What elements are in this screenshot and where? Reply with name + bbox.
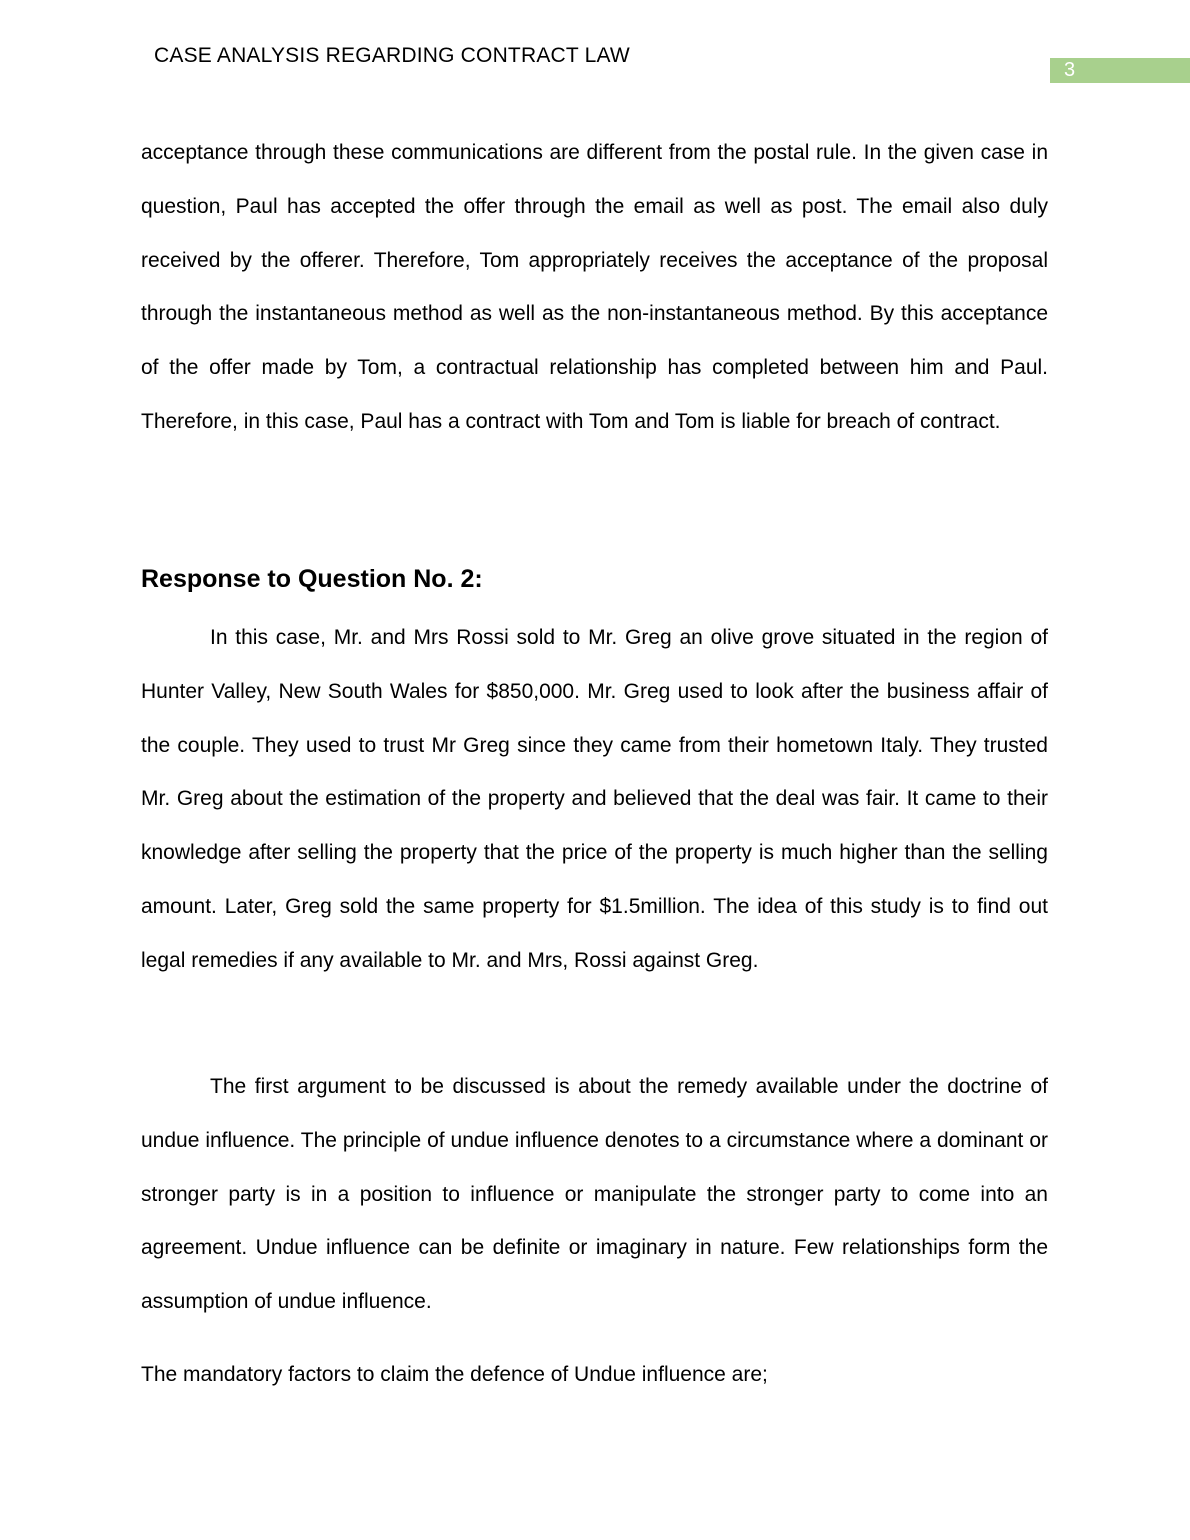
case-facts-paragraph: In this case, Mr. and Mrs Rossi sold to Mr. Greg an olive grove situated in the region of Hunter Valley, New South Wales for $850,000. Mr. Greg used to look after the business affair of the couple. They used to trust Mr Greg since they came from their hometown Italy. They trusted Mr. Greg about the estimation of the property and believed that the deal was fair. It came to their knowledge after selling the property that the price of the property is much higher than the selling amount. Later, Greg sold the same property for $1.5million. The idea of this study is to find out legal remedies if any available to Mr. and Mrs, Rossi against Greg. [141,626,1048,972]
running-head: CASE ANALYSIS REGARDING CONTRACT LAW [154,44,630,67]
page-number: 3 [1064,59,1076,81]
undue-influence-paragraph: The first argument to be discussed is about the remedy available under the doctrine of undue influence. The principle of undue influence denotes to a circumstance where a dominant or stronger party is in a position to influence or manipulate the stronger party to come into an agreement. Undue influence can be definite or imaginary in nature. Few relationships form the assumption of undue influence. [141,1075,1048,1314]
factors-paragraph: The mandatory factors to claim the defence of Undue influence are; [141,1363,768,1386]
section-heading: Response to Question No. 2: [141,565,483,593]
page-number-badge [1050,58,1190,83]
continuation-paragraph: acceptance through these communications are different from the postal rule. In the given case in question, Paul has accepted the offer through the email as well as post. The email also duly received by the offerer. Therefore, Tom appropriately receives the acceptance of the proposal through the instantaneous method as well as the non-instantaneous method. By this acceptance of the offer made by Tom, a contractual relationship has completed between him and Paul. Therefore, in this case, Paul has a contract with Tom and Tom is liable for breach of contract. [141,141,1048,433]
